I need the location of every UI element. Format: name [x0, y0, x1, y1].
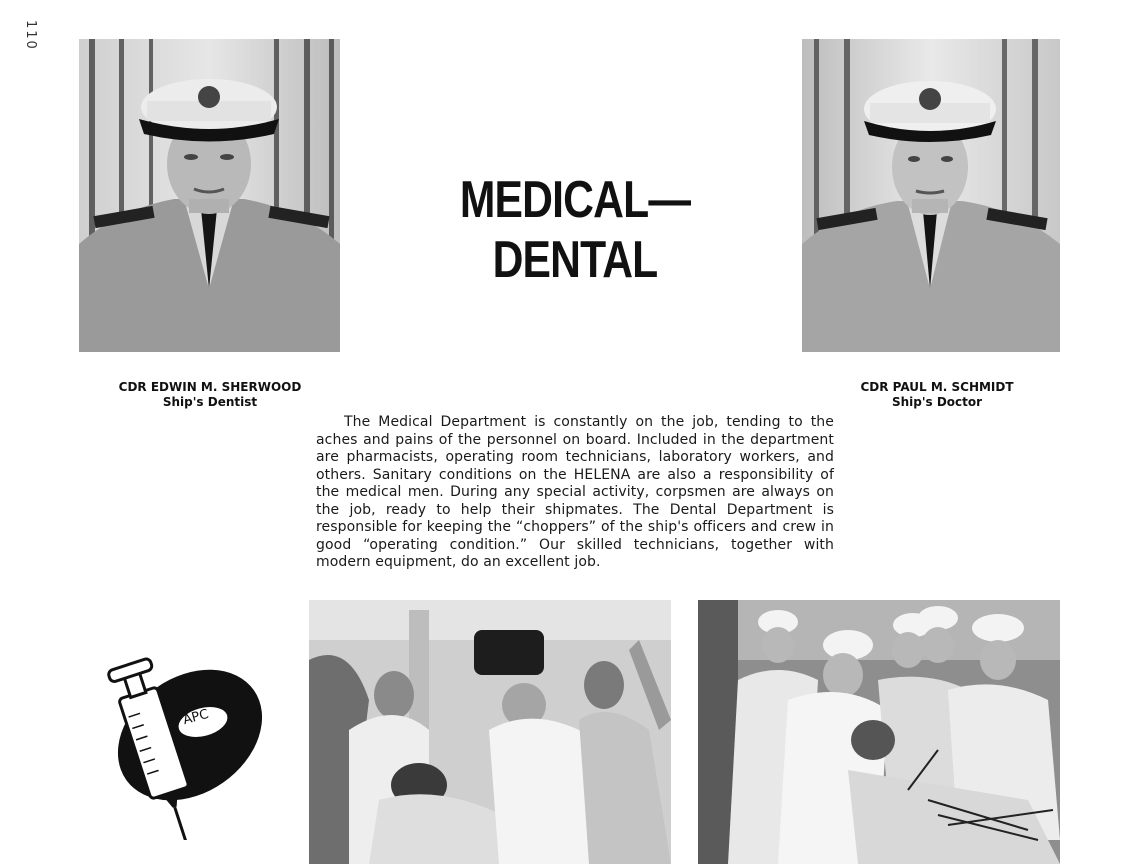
officer-name-dentist: CDR EDWIN M. SHERWOOD [118, 380, 302, 394]
syringe-logo-icon [95, 650, 265, 840]
portrait-photo-dentist [79, 39, 340, 352]
page-title: MEDICAL—DENTAL [459, 171, 691, 289]
officer-role-doctor: Ship's Doctor [891, 395, 983, 409]
dental-operation-photo [309, 600, 671, 864]
department-description: The Medical Department is constantly on the job, tending to the aches and pains of the personnel on board. Included in the department are pharmacists, operating room technicians, laboratory workers, and others. Sanitary conditions on the HELENA are also a responsibility of the medical men. During any special activity, corpsmen are always on the job, ready to help their shipmates. The Dental Department is responsible for keeping the “choppers” of the ship's officers and crew in good “operating condition.” Our skilled technicians, together with modern equipment, do an excellent job. [316, 414, 834, 570]
caption-dentist [100, 380, 320, 410]
officer-name-doctor: CDR PAUL M. SCHMIDT [860, 380, 1014, 394]
surgery-photo [698, 600, 1060, 864]
logo-label: APC [181, 706, 211, 729]
officer-role-dentist: Ship's Dentist [162, 395, 258, 409]
caption-doctor [812, 380, 1062, 410]
page-number: 110 [23, 20, 38, 51]
portrait-photo-doctor [802, 39, 1060, 352]
